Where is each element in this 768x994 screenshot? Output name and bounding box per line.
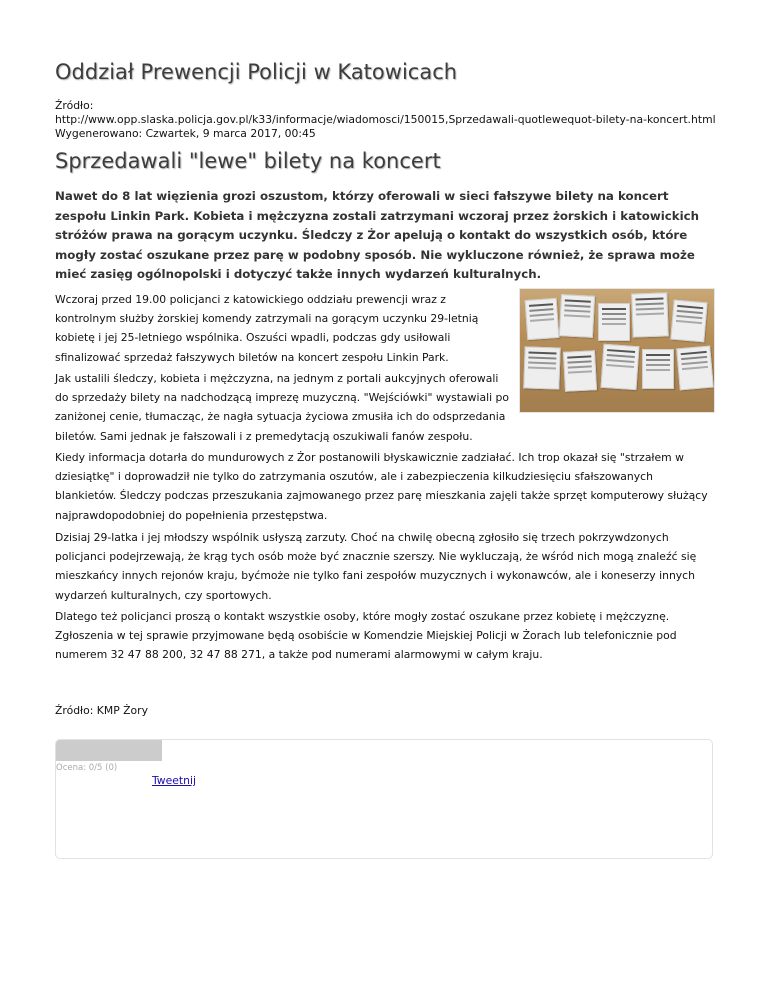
rating-text: Ocena: 0/5 (0) <box>56 763 118 773</box>
article-source: Źródło: KMP Żory <box>55 704 148 717</box>
article-paragraph: Dzisiaj 29-latka i jej młodszy wspólnik usłyszą zarzuty. Choć na chwilę obecną zgłosiło się trzech pokrzywdzonych policjanci podejrzewają, że krąg tych osób może być znacznie szerszy. Nie wykluczają, że wśród nich mogą znaleźć się mieszkańcy innych rejonów kraju, byćmoże nie tylko fani zespołów muzycznych i wykonawców, ale i koneserzy innych wydarzeń kulturalnych, czy sportowych. <box>55 531 697 602</box>
article-lead: Nawet do 8 lat więzienia grozi oszustom, którzy oferowali w sieci fałszywe bilety na koncert zespołu Linkin Park. Kobieta i mężczyzna zostali zatrzymani wczoraj przez żorskich i katowickich stróżów prawa na gorącym uczynku. Śledczy z Żor apelują o kontakt do wszystkich osób, które mogły zostać oszukane przez parę w podobny sposób. Nie wykluczone również, że sprawa może mieć zasięg ogólnopolski i dotyczyć także innych wydarzeń kulturalnych. <box>55 189 700 281</box>
source-url: http://www.opp.slaska.policja.gov.pl/k33/informacje/wiadomosci/150015,Sprzedawali-quotlewequot-bilety-na-koncert.html <box>55 113 716 126</box>
article-paragraph: Kiedy informacja dotarła do mundurowych z Żor postanowili błyskawicznie zadziałać. Ich trop okazał się "strzałem w dziesiątkę" i doprowadził nie tylko do zatrzymania oszutów, ale i zabezpieczenia kilkudziesięciu sfałszowanych blankietów. Śledczy podczas przeszukania zajmowanego przez parę mieszkania zajęli także sprzęt komputerowy służący najprawdopodobniej do popełnienia przestępstwa. <box>55 451 708 522</box>
tweet-link[interactable]: Tweetnij <box>152 774 196 787</box>
article-paragraph: Jak ustalili śledczy, kobieta i mężczyzna, na jednym z portali aukcyjnych oferowali do sprzedaży bilety na nadchodzącą imprezę muzyczną. "Wejściówki" wystawiali po zaniżonej cenie, tłumacząc, że nagła sytuacja życiowa zmusiła ich do odsprzedania biletów. Sami jednak je fałszowali i z premedytacją oszukiwali fanów zespołu. <box>55 372 509 443</box>
source-label: Źródło: <box>55 99 94 112</box>
article-title: Sprzedawali "lewe" bilety na koncert <box>55 149 441 173</box>
site-title: Oddział Prewencji Policji w Katowicach <box>55 60 458 84</box>
article-photo <box>519 288 715 413</box>
article-paragraph: Wczoraj przed 19.00 policjanci z katowickiego oddziału prewencji wraz z kontrolnym służby żorskiej komendy zatrzymali na gorącym uczynku 29-letnią kobietę i jej 25-letniego wspólnika. Oszuści wpadli, podczas gdy usiłowali sfinalizować sprzedaż fałszywych biletów na koncert zespołu Linkin Park. <box>55 293 479 364</box>
generated-date: Wygenerowano: Czwartek, 9 marca 2017, 00:45 <box>55 127 316 140</box>
rating-stars[interactable] <box>56 740 162 761</box>
article-paragraph: Dlatego też policjanci proszą o kontakt wszystkie osoby, które mogły zostać oszukane przez kobietę i mężczyznę. Zgłoszenia w tej sprawie przyjmowane będą osobiście w Komendzie Miejskiej Policji w Żorach lub telefonicznie pod numerem 32 47 88 200, 32 47 88 271, a także pod numerami alarmowymi w całym kraju. <box>55 610 677 662</box>
rating-box <box>55 739 713 859</box>
article-meta <box>55 99 755 141</box>
